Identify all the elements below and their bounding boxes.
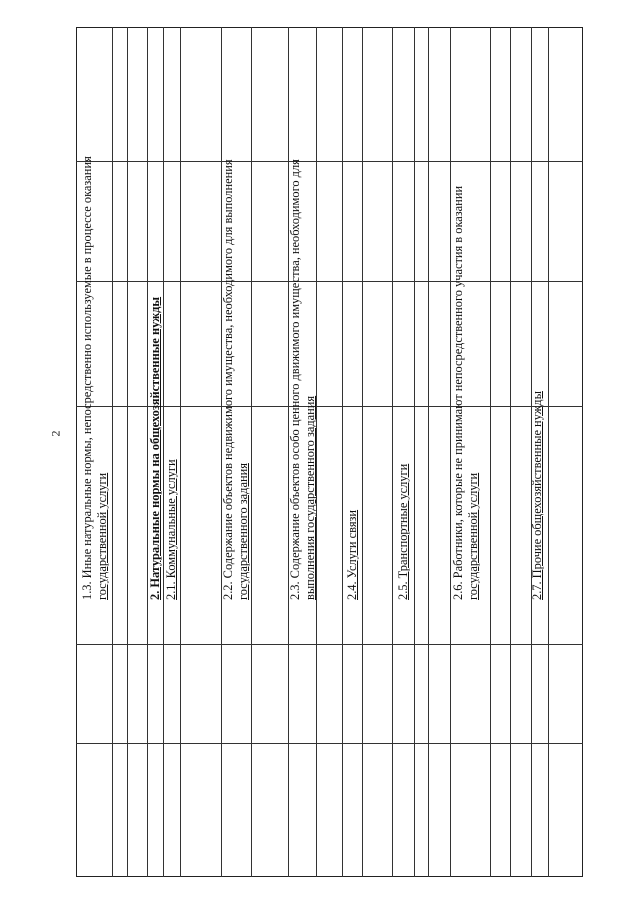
row-2-3-label: 2.3. Содержание объектов особо ценного движимого имущества, необходимого для выполнения государственного задания — [288, 159, 317, 600]
row-divider — [548, 27, 549, 877]
column-divider — [76, 644, 583, 645]
row-divider — [127, 27, 128, 877]
row-divider — [490, 27, 491, 877]
row-divider — [342, 27, 343, 877]
row-divider — [180, 27, 181, 877]
row-divider — [362, 27, 363, 877]
row-2-7-label: 2.7. Прочие общехозяйственные нужды — [530, 391, 544, 600]
row-divider — [251, 27, 252, 877]
row-divider — [428, 27, 429, 877]
row-2-1-label: 2.1. Коммунальные услуги — [164, 459, 178, 600]
row-1-3-label: 1.3. Иные натуральные нормы, непосредственно используемые в процессе оказания государственной услуги — [80, 156, 109, 600]
row-2-2-label: 2.2. Содержание объектов недвижимого имущества, необходимого для выполнения государственного задания — [221, 159, 250, 600]
row-2-6-label: 2.6. Работники, которые не принимают непосредственного участия в оказании государственной услуги — [451, 185, 480, 600]
row-divider — [414, 27, 415, 877]
row-2-4-label: 2.4. Услуги связи — [345, 509, 359, 600]
norms-table — [76, 27, 583, 877]
column-divider — [76, 743, 583, 744]
page-number: 2 — [48, 430, 63, 437]
row-divider — [510, 27, 511, 877]
row-divider — [112, 27, 113, 877]
row-2-label: 2. Натуральные нормы на общехозяйственные нужды — [148, 296, 162, 600]
row-2-5-label: 2.5. Транспортные услуги — [396, 463, 410, 600]
row-divider — [392, 27, 393, 877]
